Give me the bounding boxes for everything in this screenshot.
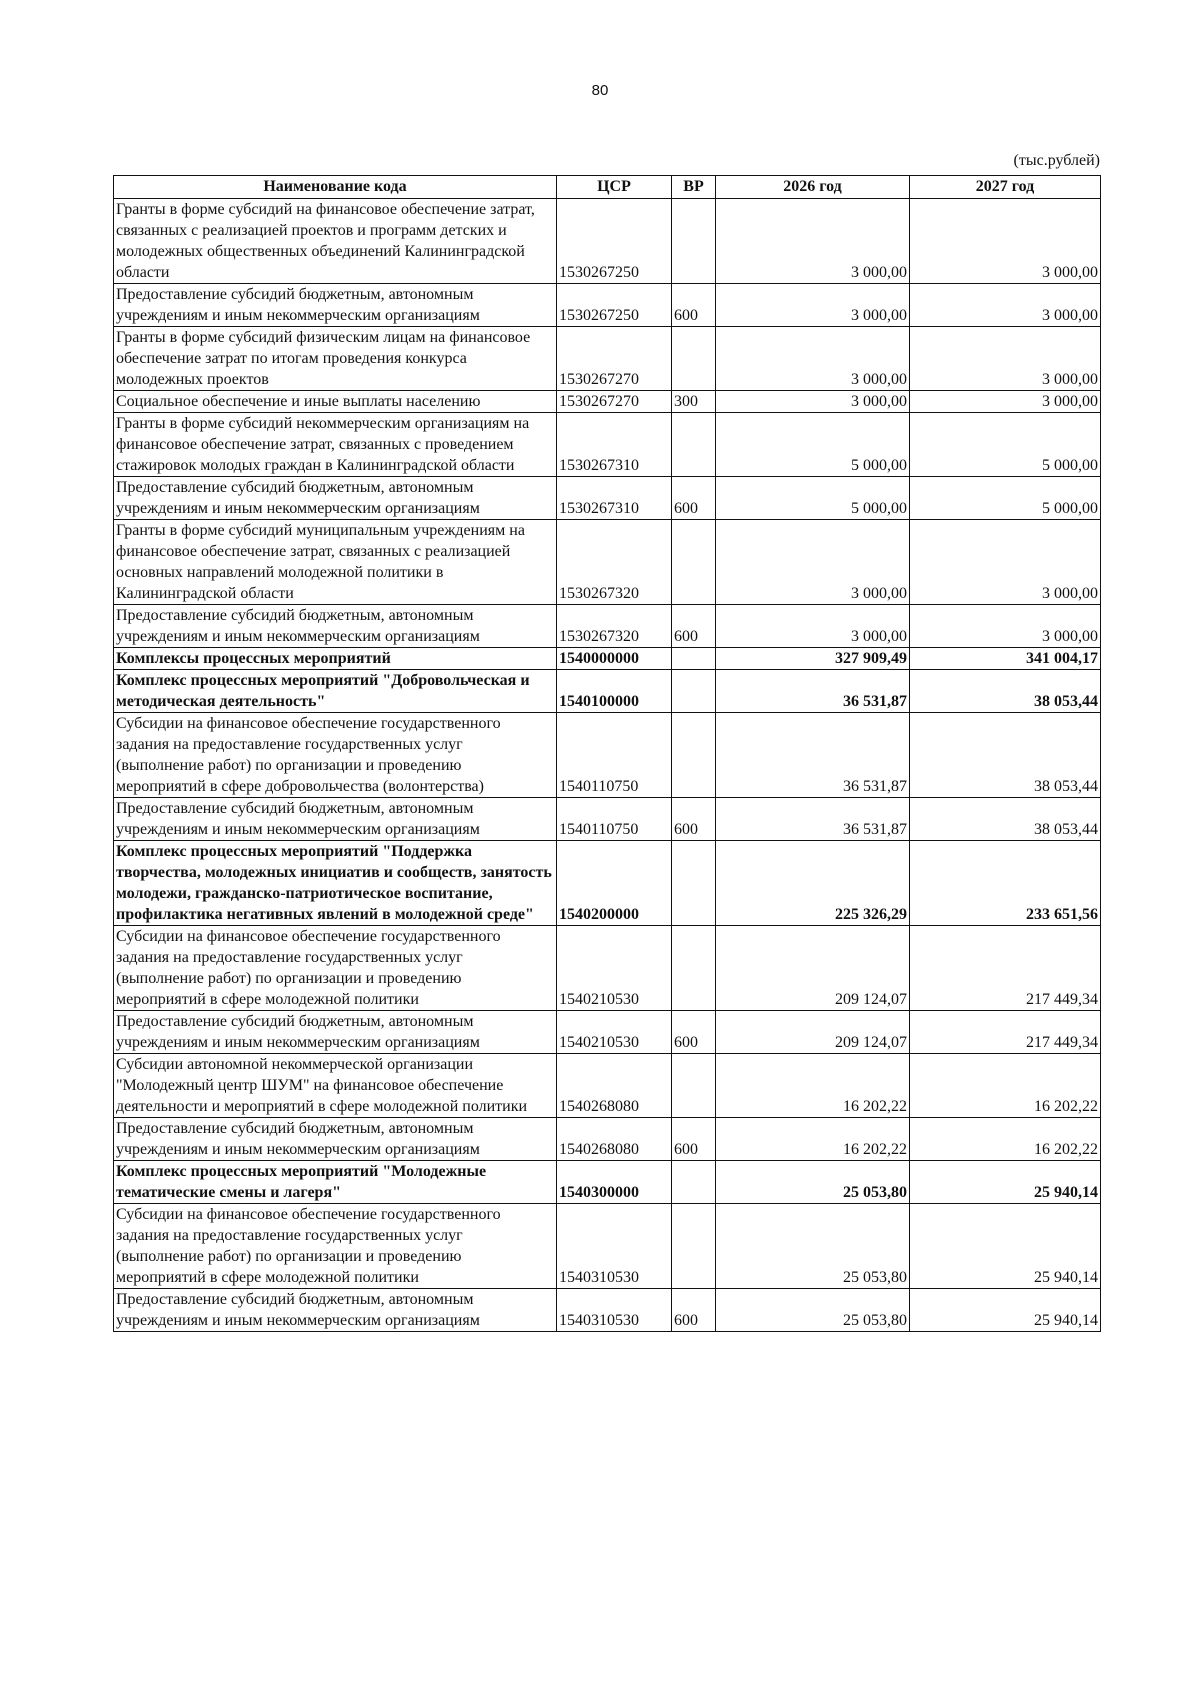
table-row <box>114 841 1101 926</box>
header-csr: ЦСР <box>557 176 672 199</box>
row-value-2026: 16 202,22 <box>716 1118 910 1161</box>
row-name: Субсидии на финансовое обеспечение государственного задания на предоставление государственных услуг (выполнение работ) по организации и проведению мероприятий в сфере молодежной политики <box>114 1204 557 1289</box>
row-csr: 1540268080 <box>557 1118 672 1161</box>
table-header-row <box>114 176 1101 199</box>
row-csr: 1540210530 <box>557 926 672 1011</box>
row-value-2027: 38 053,44 <box>910 798 1101 841</box>
row-name: Гранты в форме субсидий некоммерческим организациям на финансовое обеспечение затрат, связанных с проведением стажировок молодых граждан в Калининградской области <box>114 413 557 477</box>
table-body <box>114 199 1101 1332</box>
row-value-2026: 209 124,07 <box>716 926 910 1011</box>
row-vr <box>672 327 716 391</box>
table-row <box>114 1118 1101 1161</box>
row-csr: 1540100000 <box>557 670 672 713</box>
table-row <box>114 713 1101 798</box>
table-row <box>114 284 1101 327</box>
row-value-2026: 3 000,00 <box>716 520 910 605</box>
row-value-2026: 3 000,00 <box>716 327 910 391</box>
row-csr: 1540000000 <box>557 648 672 670</box>
row-value-2026: 36 531,87 <box>716 670 910 713</box>
row-value-2027: 38 053,44 <box>910 713 1101 798</box>
row-value-2027: 233 651,56 <box>910 841 1101 926</box>
row-name: Предоставление субсидий бюджетным, автономным учреждениям и иным некоммерческим организациям <box>114 605 557 648</box>
table-row <box>114 413 1101 477</box>
row-name: Предоставление субсидий бюджетным, автономным учреждениям и иным некоммерческим организациям <box>114 284 557 327</box>
row-value-2026: 3 000,00 <box>716 605 910 648</box>
row-vr: 600 <box>672 798 716 841</box>
row-csr: 1530267320 <box>557 520 672 605</box>
row-value-2027: 3 000,00 <box>910 520 1101 605</box>
row-value-2026: 36 531,87 <box>716 798 910 841</box>
row-csr: 1530267250 <box>557 284 672 327</box>
table-row <box>114 648 1101 670</box>
table-row <box>114 798 1101 841</box>
header-name: Наименование кода <box>114 176 557 199</box>
row-value-2027: 5 000,00 <box>910 413 1101 477</box>
row-value-2027: 25 940,14 <box>910 1204 1101 1289</box>
row-vr: 600 <box>672 1289 716 1332</box>
row-value-2027: 3 000,00 <box>910 284 1101 327</box>
row-value-2027: 16 202,22 <box>910 1118 1101 1161</box>
row-value-2027: 341 004,17 <box>910 648 1101 670</box>
table-row <box>114 670 1101 713</box>
row-vr <box>672 926 716 1011</box>
row-value-2027: 16 202,22 <box>910 1054 1101 1118</box>
table-row <box>114 520 1101 605</box>
row-value-2027: 3 000,00 <box>910 391 1101 413</box>
header-vr: ВР <box>672 176 716 199</box>
header-2027: 2027 год <box>910 176 1101 199</box>
row-csr: 1530267270 <box>557 391 672 413</box>
table-row <box>114 1204 1101 1289</box>
row-value-2026: 3 000,00 <box>716 284 910 327</box>
row-vr: 600 <box>672 1118 716 1161</box>
row-vr <box>672 648 716 670</box>
row-csr: 1540210530 <box>557 1011 672 1054</box>
table-row <box>114 391 1101 413</box>
row-value-2027: 38 053,44 <box>910 670 1101 713</box>
row-vr <box>672 1161 716 1204</box>
row-csr: 1540110750 <box>557 798 672 841</box>
row-vr: 600 <box>672 477 716 520</box>
row-vr: 300 <box>672 391 716 413</box>
header-2026: 2026 год <box>716 176 910 199</box>
row-name: Предоставление субсидий бюджетным, автономным учреждениям и иным некоммерческим организациям <box>114 1011 557 1054</box>
row-csr: 1530267310 <box>557 413 672 477</box>
row-name: Субсидии на финансовое обеспечение государственного задания на предоставление государственных услуг (выполнение работ) по организации и проведению мероприятий в сфере молодежной политики <box>114 926 557 1011</box>
row-name: Предоставление субсидий бюджетным, автономным учреждениям и иным некоммерческим организациям <box>114 1118 557 1161</box>
table-row <box>114 1289 1101 1332</box>
table-row <box>114 1054 1101 1118</box>
page-number: 80 <box>591 82 609 99</box>
row-name: Гранты в форме субсидий физическим лицам на финансовое обеспечение затрат по итогам проведения конкурса молодежных проектов <box>114 327 557 391</box>
row-value-2027: 217 449,34 <box>910 926 1101 1011</box>
table-row <box>114 605 1101 648</box>
table-row <box>114 477 1101 520</box>
row-vr <box>672 1054 716 1118</box>
row-value-2027: 25 940,14 <box>910 1289 1101 1332</box>
row-name: Субсидии автономной некоммерческой организации "Молодежный центр ШУМ" на финансовое обеспечение деятельности и мероприятий в сфере молодежной политики <box>114 1054 557 1118</box>
row-csr: 1540310530 <box>557 1289 672 1332</box>
row-value-2027: 25 940,14 <box>910 1161 1101 1204</box>
row-name: Комплекс процессных мероприятий "Молодежные тематические смены и лагеря" <box>114 1161 557 1204</box>
row-vr <box>672 670 716 713</box>
row-csr: 1530267270 <box>557 327 672 391</box>
row-vr <box>672 199 716 284</box>
row-value-2026: 36 531,87 <box>716 713 910 798</box>
row-csr: 1530267250 <box>557 199 672 284</box>
row-value-2026: 25 053,80 <box>716 1289 910 1332</box>
row-name: Гранты в форме субсидий на финансовое обеспечение затрат, связанных с реализацией проектов и программ детских и молодежных общественных объединений Калининградской области <box>114 199 557 284</box>
row-value-2027: 5 000,00 <box>910 477 1101 520</box>
row-vr <box>672 520 716 605</box>
row-value-2026: 5 000,00 <box>716 477 910 520</box>
row-name: Социальное обеспечение и иные выплаты населению <box>114 391 557 413</box>
row-name: Субсидии на финансовое обеспечение государственного задания на предоставление государственных услуг (выполнение работ) по организации и проведению мероприятий в сфере добровольчества (волонтерства) <box>114 713 557 798</box>
row-vr: 600 <box>672 284 716 327</box>
row-value-2026: 5 000,00 <box>716 413 910 477</box>
row-vr: 600 <box>672 1011 716 1054</box>
row-name: Комплекс процессных мероприятий "Добровольческая и методическая деятельность" <box>114 670 557 713</box>
table-row <box>114 199 1101 284</box>
row-csr: 1530267310 <box>557 477 672 520</box>
row-name: Гранты в форме субсидий муниципальным учреждениям на финансовое обеспечение затрат, связанных с реализацией основных направлений молодежной политики в Калининградской области <box>114 520 557 605</box>
row-name: Предоставление субсидий бюджетным, автономным учреждениям и иным некоммерческим организациям <box>114 1289 557 1332</box>
row-name: Комплекс процессных мероприятий "Поддержка творчества, молодежных инициатив и сообществ, занятость молодежи, гражданско-патриотическое воспитание, профилактика негативных явлений в молодежной среде" <box>114 841 557 926</box>
row-value-2026: 3 000,00 <box>716 199 910 284</box>
row-value-2027: 3 000,00 <box>910 199 1101 284</box>
table-row <box>114 926 1101 1011</box>
row-value-2026: 225 326,29 <box>716 841 910 926</box>
row-value-2027: 3 000,00 <box>910 327 1101 391</box>
row-csr: 1540200000 <box>557 841 672 926</box>
row-name: Предоставление субсидий бюджетным, автономным учреждениям и иным некоммерческим организациям <box>114 477 557 520</box>
row-vr <box>672 413 716 477</box>
row-vr <box>672 841 716 926</box>
units-label: (тыс.рублей) <box>1013 152 1100 169</box>
row-value-2026: 16 202,22 <box>716 1054 910 1118</box>
row-vr: 600 <box>672 605 716 648</box>
row-csr: 1540268080 <box>557 1054 672 1118</box>
table-row <box>114 1161 1101 1204</box>
row-csr: 1540110750 <box>557 713 672 798</box>
row-name: Комплексы процессных мероприятий <box>114 648 557 670</box>
row-value-2026: 25 053,80 <box>716 1161 910 1204</box>
row-csr: 1540300000 <box>557 1161 672 1204</box>
row-csr: 1530267320 <box>557 605 672 648</box>
budget-table <box>113 175 1101 1332</box>
row-value-2026: 25 053,80 <box>716 1204 910 1289</box>
row-value-2026: 327 909,49 <box>716 648 910 670</box>
row-value-2026: 209 124,07 <box>716 1011 910 1054</box>
row-vr <box>672 1204 716 1289</box>
table-row <box>114 327 1101 391</box>
row-name: Предоставление субсидий бюджетным, автономным учреждениям и иным некоммерческим организациям <box>114 798 557 841</box>
row-value-2027: 217 449,34 <box>910 1011 1101 1054</box>
row-value-2027: 3 000,00 <box>910 605 1101 648</box>
row-vr <box>672 713 716 798</box>
row-value-2026: 3 000,00 <box>716 391 910 413</box>
table-row <box>114 1011 1101 1054</box>
row-csr: 1540310530 <box>557 1204 672 1289</box>
